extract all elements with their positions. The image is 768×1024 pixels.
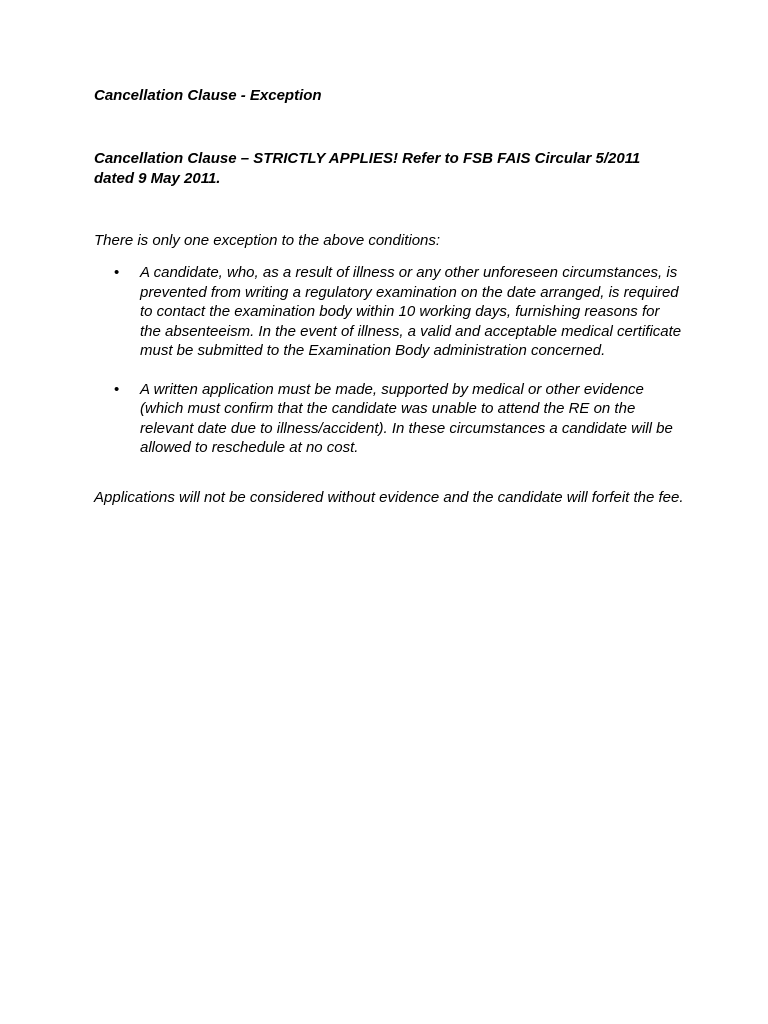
list-item bbox=[94, 263, 684, 361]
exception-list bbox=[94, 263, 684, 458]
clause-statement: Cancellation Clause – STRICTLY APPLIES! Refer to FSB FAIS Circular 5/2011 dated 9 May 2011. bbox=[94, 150, 641, 187]
list-item-text: A written application must be made, supported by medical or other evidence (which must confirm that the candidate was unable to attend the RE on the relevant date due to illness/accident). In these circumstances a candidate will be allowed to reschedule at no cost. bbox=[140, 380, 673, 456]
list-item bbox=[94, 380, 684, 458]
closing-paragraph: Applications will not be considered without evidence and the candidate will forfeit the fee. bbox=[94, 489, 684, 506]
intro-paragraph: There is only one exception to the above conditions: bbox=[94, 232, 441, 249]
bullet-icon: • bbox=[114, 380, 120, 398]
document-title: Cancellation Clause - Exception bbox=[94, 87, 322, 104]
list-item-text: A candidate, who, as a result of illness or any other unforeseen circumstances, is prevented from writing a regulatory examination on the date arranged, is required to contact the examination body within 10 working days, furnishing reasons for the absenteeism. In the event of illness, a valid and acceptable medical certificate must be submitted to the Examination Body administration concerned. bbox=[140, 264, 682, 359]
bullet-icon: • bbox=[114, 264, 120, 281]
